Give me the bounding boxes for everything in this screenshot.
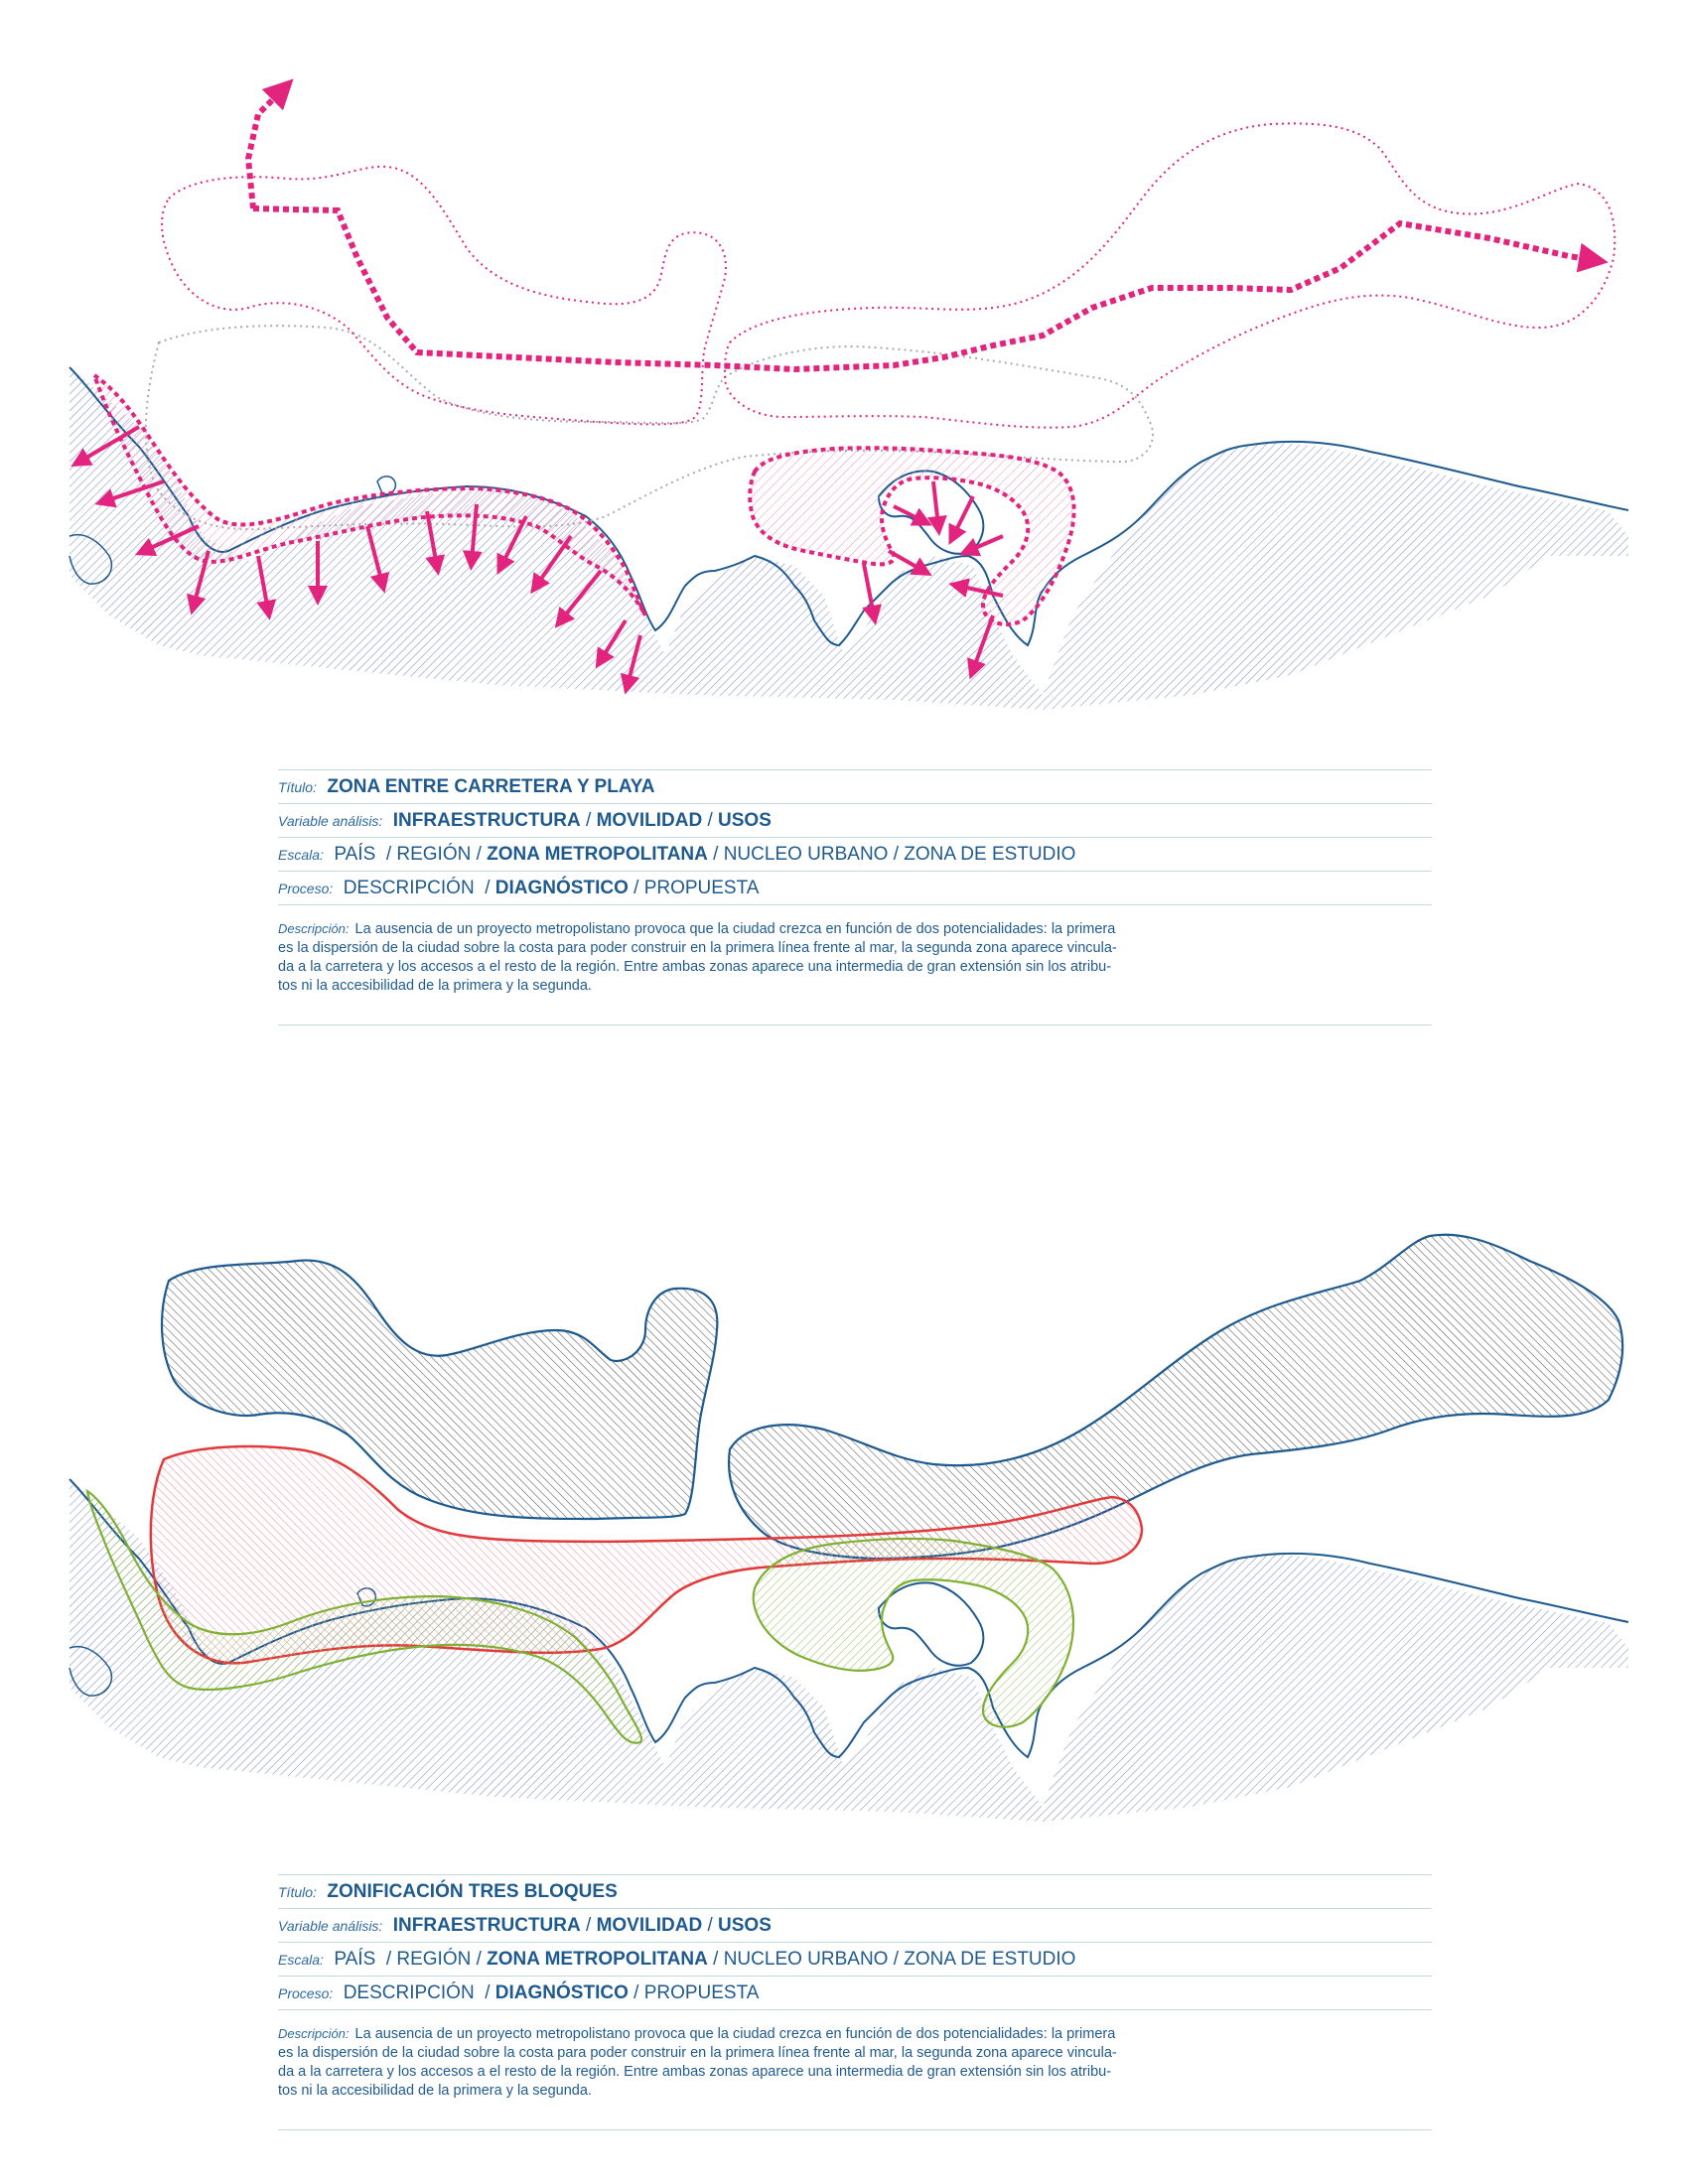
variable-value-3: USOS	[718, 1915, 772, 1936]
description-line	[278, 2024, 1432, 2044]
scale-row	[278, 1942, 1432, 1976]
scale-value-active: ZONA METROPOLITANA	[487, 844, 708, 865]
process-value-active: DIAGNÓSTICO	[494, 878, 629, 898]
scale-row	[278, 837, 1432, 871]
variable-value-3: USOS	[718, 810, 772, 831]
scale-label: Escala:	[278, 1952, 324, 1968]
description-text-1: La ausencia de un proyecto metropolistano provoca que la ciudad crezca en función de dos potencialidades: la primera	[354, 921, 1116, 937]
process-row	[278, 871, 1432, 904]
description-text-3: da a la carretera y los accesos a el resto de la región. Entre ambas zonas aparece una intermedia de gran extensión sin los atribu-	[278, 2064, 1112, 2080]
road-block-east	[729, 1235, 1622, 1559]
variable-sep-2: /	[702, 1915, 719, 1936]
variable-value-2: MOVILIDAD	[596, 810, 703, 831]
info-panel-three-blocks	[278, 1874, 1432, 2130]
process-value-active: DIAGNÓSTICO	[494, 1982, 629, 2003]
diagnostic-map-road-beach	[0, 0, 1688, 735]
process-sep: /	[474, 1982, 495, 2003]
description-text-4: tos ni la accesibilidad de la primera y la segunda.	[278, 978, 592, 994]
description-text-4: tos ni la accesibilidad de la primera y la segunda.	[278, 2083, 592, 2099]
variable-value-1: INFRAESTRUCTURA	[392, 1915, 581, 1936]
description-text-1: La ausencia de un proyecto metropolistano provoca que la ciudad crezca en función de dos potencialidades: la primera	[354, 2026, 1116, 2042]
description-label: Descripción:	[278, 921, 350, 936]
scale-value-1: PAÍS	[334, 1949, 376, 1970]
scale-label: Escala:	[278, 847, 324, 863]
zoning-map-three-blocks	[0, 1221, 1688, 1856]
description-text-2: es la dispersión de la ciudad sobre la costa para poder construir en la primera línea frente al mar, la segunda zona aparece vincula-	[278, 2045, 1117, 2061]
variable-row	[278, 1908, 1432, 1942]
inner-bay	[879, 1582, 983, 1665]
scale-value-1: PAÍS	[334, 844, 376, 865]
title-label: Título:	[278, 779, 317, 795]
scale-value-2: / REGIÓN /	[375, 1949, 488, 1970]
variable-value-2: MOVILIDAD	[596, 1915, 703, 1936]
variable-label: Variable análisis:	[278, 1918, 383, 1934]
process-value-1: DESCRIPCIÓN	[343, 878, 475, 898]
process-value-1: DESCRIPCIÓN	[343, 1982, 475, 2003]
title-value: ZONA ENTRE CARRETERA Y PLAYA	[327, 776, 655, 797]
title-value: ZONIFICACIÓN TRES BLOQUES	[327, 1881, 618, 1902]
scale-value-3: / NUCLEO URBANO / ZONA DE ESTUDIO	[707, 1949, 1076, 1970]
scale-value-active: ZONA METROPOLITANA	[487, 1949, 708, 1970]
process-label: Proceso:	[278, 1985, 334, 2001]
variable-sep-1: /	[580, 1915, 597, 1936]
variable-label: Variable análisis:	[278, 813, 383, 829]
title-row	[278, 1874, 1432, 1908]
main-road-arrow	[248, 89, 283, 208]
variable-row	[278, 803, 1432, 837]
description-block	[278, 2009, 1432, 2130]
process-label: Proceso:	[278, 881, 334, 896]
variable-sep-1: /	[580, 810, 597, 831]
title-label: Título:	[278, 1884, 317, 1900]
variable-value-1: INFRAESTRUCTURA	[392, 810, 581, 831]
process-value-3: / PROPUESTA	[628, 878, 760, 898]
road-zone-east	[725, 123, 1615, 427]
variable-sep-2: /	[702, 810, 719, 831]
process-row	[278, 1976, 1432, 2009]
description-block	[278, 904, 1432, 1025]
scale-value-3: / NUCLEO URBANO / ZONA DE ESTUDIO	[707, 844, 1076, 865]
title-row	[278, 769, 1432, 803]
description-label: Descripción:	[278, 2026, 350, 2041]
scale-value-2: / REGIÓN /	[375, 844, 488, 865]
main-road-line	[253, 208, 1594, 369]
info-panel-road-beach	[278, 769, 1432, 1025]
description-text-2: es la dispersión de la ciudad sobre la costa para poder construir en la primera línea frente al mar, la segunda zona aparece vincula-	[278, 940, 1117, 956]
road-zone-west	[162, 167, 726, 425]
intermediate-zone	[146, 326, 1153, 529]
description-text-3: da a la carretera y los accesos a el resto de la región. Entre ambas zonas aparece una intermedia de gran extensión sin los atribu-	[278, 959, 1112, 975]
process-value-3: / PROPUESTA	[628, 1982, 760, 2003]
description-line	[278, 919, 1432, 939]
process-sep: /	[474, 878, 495, 898]
